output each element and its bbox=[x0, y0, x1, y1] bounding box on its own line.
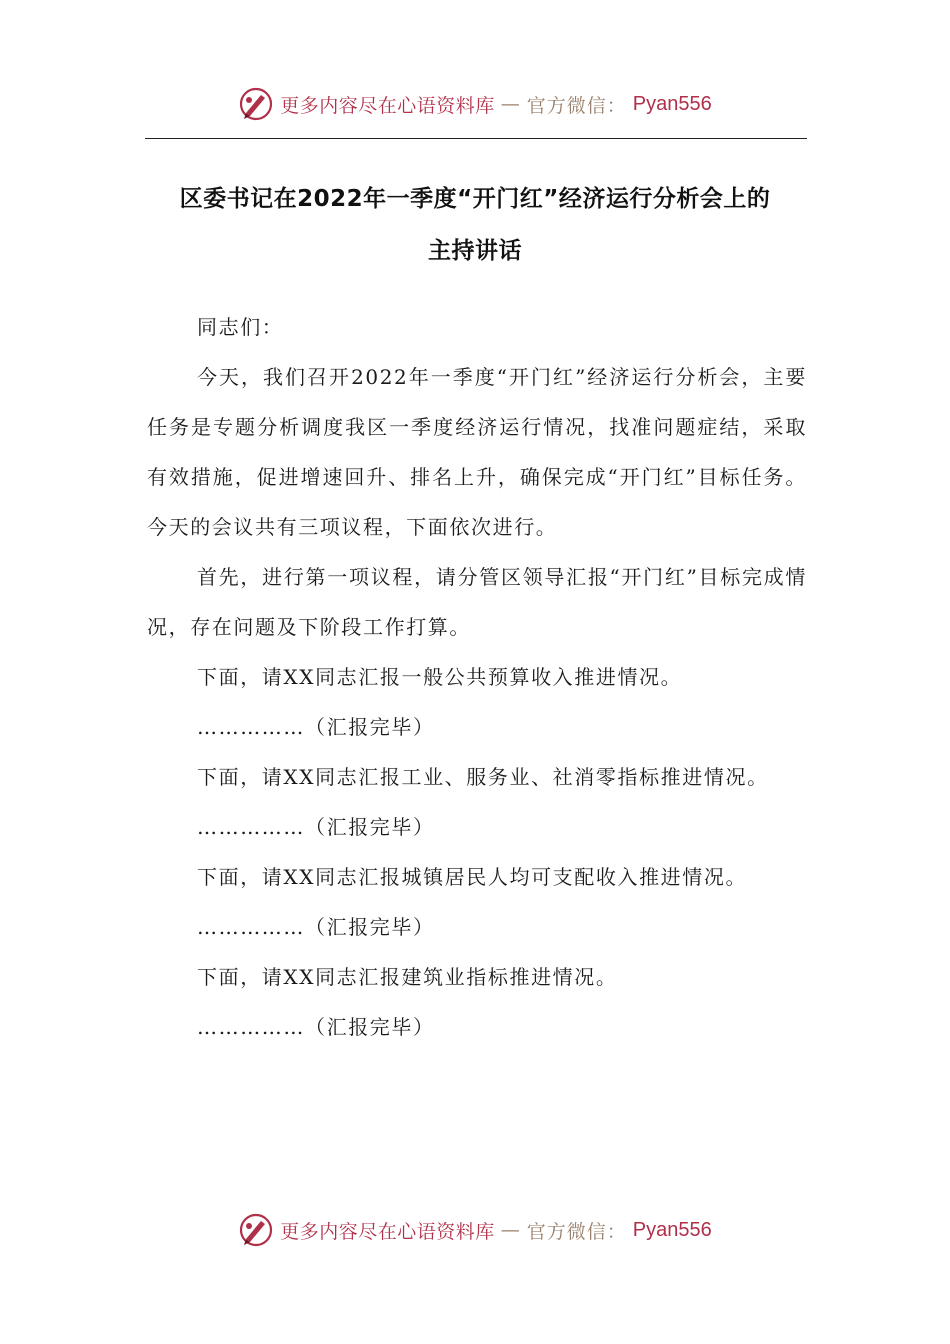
paragraph-report-done: ……………（汇报完毕） bbox=[197, 715, 435, 739]
paragraph-report-done: ……………（汇报完毕） bbox=[197, 915, 435, 939]
paragraph-report-income: 下面，请XX同志汇报城镇居民人均可支配收入推进情况。 bbox=[197, 865, 748, 889]
paragraph-agenda-1: 首先，进行第一项议程，请分管区领导汇报“开门红”目标完成情况，存在问题及下阶段工作打算。 bbox=[147, 565, 807, 639]
paragraph-report-budget: 下面，请XX同志汇报一般公共预算收入推进情况。 bbox=[197, 665, 683, 689]
watermark-dash: — bbox=[500, 1219, 521, 1241]
paragraph-report-done: ……………（汇报完毕） bbox=[197, 1015, 435, 1039]
header-divider bbox=[145, 138, 807, 139]
paragraph-opening: 今天，我们召开2022年一季度“开门红”经济运行分析会，主要任务是专题分析调度我区一季度经济运行情况，找准问题症结，采取有效措施，促进增速回升、排名上升，确保完成“开门红”目标任务。今天的会议共有三项议程，下面依次进行。 bbox=[147, 365, 807, 539]
paragraph-report-done: ……………（汇报完毕） bbox=[197, 815, 435, 839]
watermark-wechat-id: Pyan556 bbox=[632, 1218, 712, 1241]
watermark-wechat-id: Pyan556 bbox=[632, 92, 712, 115]
paragraph-report-construction: 下面，请XX同志汇报建筑业指标推进情况。 bbox=[197, 965, 618, 989]
document-body bbox=[147, 302, 807, 1052]
watermark-site-text: 更多内容尽在心语资料库 bbox=[280, 1220, 495, 1243]
paragraph-report-industry: 下面，请XX同志汇报工业、服务业、社消零指标推进情况。 bbox=[197, 765, 769, 789]
watermark-wechat-label: 官方微信： bbox=[526, 94, 627, 117]
watermark-dash: — bbox=[500, 93, 521, 115]
document-title-line-2: 主持讲话 bbox=[428, 238, 522, 264]
pen-logo-icon bbox=[238, 1212, 274, 1248]
document-title-line-1: 区委书记在2022年一季度“开门红”经济运行分析会上的 bbox=[179, 186, 771, 212]
paragraph-greeting: 同志们： bbox=[197, 315, 284, 339]
footer-watermark bbox=[0, 1208, 950, 1252]
pen-logo-icon bbox=[238, 86, 274, 122]
watermark-wechat-label: 官方微信： bbox=[526, 1220, 627, 1243]
header-watermark bbox=[0, 82, 950, 126]
watermark-site-text: 更多内容尽在心语资料库 bbox=[280, 94, 495, 117]
